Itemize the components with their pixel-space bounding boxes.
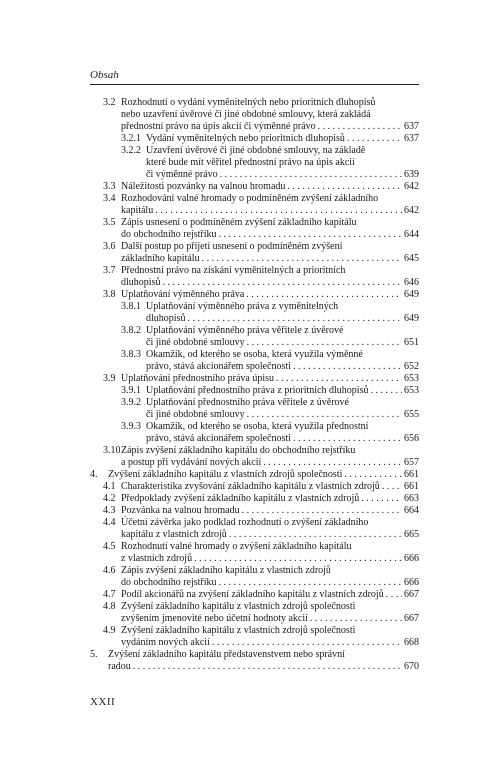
toc-entry-line [121,229,419,241]
toc-entry-body [108,469,419,481]
toc-entry-line [121,193,419,205]
page-number: XXII [90,696,116,708]
toc-entry-body [121,493,419,505]
toc-entry-page: 661 [404,469,419,480]
toc-entry-line [121,541,419,553]
toc-entry-title: základního kapitálu [121,253,200,264]
toc-entry-line [121,517,419,529]
toc-entry-title: právo, stává akcionářem společnosti [146,433,291,444]
toc-entry-title: či jiné obdobné smlouvy [146,409,245,420]
dot-leader [133,661,402,673]
dot-leader [220,169,402,181]
dot-leader [219,229,402,241]
toc-entry-number: 4.8 [103,601,116,612]
toc-entry-title: do obchodního rejstříku [121,229,217,240]
toc-entry-page: 642 [404,205,419,216]
toc-entry-number: 3.3 [103,181,116,192]
toc-entry-line [121,613,419,625]
toc-entry-body [146,421,419,445]
toc-entry-body [121,181,419,193]
toc-entry [90,241,419,265]
toc-entry [90,349,419,373]
toc-entry-body [121,589,419,601]
toc-entry-line [121,265,419,277]
toc-entry-line [121,481,419,493]
dot-leader [162,277,402,289]
dot-leader [194,553,402,565]
toc-entry-title: Okamžik, od kterého se osoba, která využila výměnné [146,349,363,360]
toc-entry-line [146,397,419,409]
toc-entry-line [146,385,419,397]
dot-leader [347,133,402,145]
toc-entry-title: a postup při vydávání nových akcií [121,457,262,468]
toc-entry-number: 4.3 [103,505,116,516]
toc-entry [90,565,419,589]
toc-entry-line [121,529,419,541]
toc-entry-line [121,253,419,265]
toc-entry [90,493,419,505]
toc-entry [90,445,419,469]
toc-entry [90,193,419,217]
toc-entry-page: 655 [404,409,419,420]
toc-entry-title: Účetní závěrka jako podklad rozhodnutí o zvýšení základního [121,517,369,528]
toc-entry-page: 644 [404,229,419,240]
toc-entry-page: 664 [404,505,419,516]
toc-entry-line [121,505,419,517]
toc-entry-title: Uzavření úvěrové či jiné obdobné smlouvy, na základě [146,145,366,156]
toc-entry-body [121,193,419,217]
toc-entry-line [146,313,419,325]
toc-entry-title: Uplatňování výměnného práva věřitele z úvěrové [146,325,344,336]
dot-leader [293,433,402,445]
dot-leader [310,613,402,625]
toc-entry-title: dluhopisů [146,313,186,324]
toc-entry-line [121,109,419,121]
toc-entry-page: 639 [404,169,419,180]
toc-entry-number: 3.2 [103,97,116,108]
toc-entry-page: 670 [404,661,419,672]
toc-entry [90,397,419,421]
toc-entry-title: dluhopisů [121,277,161,288]
dot-leader [276,373,402,385]
toc-entry [90,649,419,673]
dot-leader [212,637,402,649]
dot-leader [293,361,402,373]
toc-entry-title: Zápis zvýšení základního kapitálu z vlastních zdrojů [121,565,331,576]
toc-entry-body [146,349,419,373]
dot-leader [247,337,402,349]
toc-entry-page: 649 [404,289,419,300]
toc-entry-title: Uplatňování přednostního práva úpisu [121,373,275,384]
toc-entry-line [121,277,419,289]
toc-entry-line [146,325,419,337]
dot-leader [382,481,402,493]
toc-entry-line [121,205,419,217]
toc-entry-number: 3.2.1 [121,133,141,144]
toc-entry-body [121,565,419,589]
toc-entry-line [121,493,419,505]
toc-entry-body [146,133,419,145]
toc-entry-body [121,373,419,385]
toc-entry-number: 4.5 [103,541,116,552]
toc-entry-body [146,325,419,349]
toc-entry-title: kapitálu [121,205,154,216]
toc-entry-number: 3.9 [103,373,116,384]
toc-entry-body [146,301,419,325]
toc-entry-title: Zvýšení základního kapitálu představenstvem nebo správní [108,649,345,660]
toc-entry-number: 3.7 [103,265,116,276]
toc-entry-title: které bude mít věřitel přednostní právo na úpis akcií [146,157,355,168]
toc-entry-line [146,169,419,181]
toc-entry [90,385,419,397]
toc-entry-line [146,421,419,433]
toc-entry-line [146,361,419,373]
toc-entry-title: Vydání vyměnitelných nebo prioritních dluhopisů [146,133,345,144]
toc-entry-number: 3.8.2 [121,325,141,336]
toc-entry-page: 642 [404,181,419,192]
toc-entry-number: 4. [90,469,98,480]
dot-leader [219,577,402,589]
toc-entry-title: Pozvánka na valnou hromadu [121,505,240,516]
toc-entry [90,505,419,517]
toc-entry-body [121,97,419,133]
toc-entry-title: přednostní právo na úpis akcií či výměnné právo [121,121,316,132]
toc-entry-line [108,661,419,673]
dot-leader [229,529,402,541]
toc-entry-title: Uplatňování přednostního práva věřitele z úvěrové [146,397,349,408]
toc-entry-title: radou [108,661,131,672]
toc-entry-line [146,157,419,169]
toc-entry-page: 637 [404,133,419,144]
toc-entry-line [146,349,419,361]
toc-entry-page: 645 [404,253,419,264]
toc-entry-body [146,397,419,421]
header-rule [90,84,419,85]
toc-entry-body [121,541,419,565]
toc-entry-number: 3.5 [103,217,116,228]
dot-leader [155,205,402,217]
toc-entry-number: 3.8.1 [121,301,141,312]
toc-entry-title: vydáním nových akcií [121,637,210,648]
toc-entry-line [121,457,419,469]
toc-entry-title: Přednostní právo na získání vyměnitelných a prioritních [121,265,346,276]
toc-entry-page: 667 [404,613,419,624]
toc-entry-page: 649 [404,313,419,324]
toc-entry-title: zvýšením jmenovité nebo účetní hodnoty akcií [121,613,308,624]
toc-entry-line [146,133,419,145]
toc-entry-number: 3.10 [103,445,121,456]
toc-entry-number: 4.2 [103,493,116,504]
toc-entry [90,517,419,541]
toc-entry-title: nebo uzavření úvěrové či jiné obdobné smlouvy, která zakládá [121,109,371,120]
toc-entry-title: Uplatňování výměnného práva [121,289,245,300]
toc-entry-number: 3.2.2 [121,145,141,156]
toc-entry-number: 3.8.3 [121,349,141,360]
toc-entry-line [121,589,419,601]
toc-entry-line [121,241,419,253]
toc-entry-body [146,385,419,397]
dot-leader [187,313,402,325]
toc-entry-body [121,505,419,517]
toc-entry-page: 668 [404,637,419,648]
toc-entry [90,625,419,649]
dot-leader [247,409,402,421]
toc-entry-line [121,577,419,589]
toc-entry-title: Uplatňování výměnného práva z vyměnitelných [146,301,339,312]
toc-entry-line [121,97,419,109]
dot-leader [361,493,402,505]
toc-entry-line [108,469,419,481]
toc-entry-title: do obchodního rejstříku [121,577,217,588]
toc-entry-page: 656 [404,433,419,444]
toc-entry-number: 3.4 [103,193,116,204]
toc-entry-title: Rozhodnutí o vydání vyměnitelných nebo prioritních dluhopisů [121,97,376,108]
toc-entry-line [121,121,419,133]
toc-entry-number: 4.1 [103,481,116,492]
toc-entry [90,325,419,349]
toc-entry-title: Předpoklady zvýšení základního kapitálu z vlastních zdrojů [121,493,360,504]
toc-entry-line [121,601,419,613]
toc-entry-body [121,289,419,301]
dot-leader [370,385,402,397]
toc-entry-number: 4.7 [103,589,116,600]
toc-entry-page: 653 [404,385,419,396]
toc-entry-page: 653 [404,373,419,384]
toc-entry-title: z vlastních zdrojů [121,553,193,564]
toc-entry-number: 4.4 [103,517,116,528]
toc-entry [90,541,419,565]
toc-entry [90,481,419,493]
toc-entry-title: kapitálu z vlastních zdrojů [121,529,227,540]
dot-leader [386,589,402,601]
toc-entry-line [108,649,419,661]
dot-leader [263,457,402,469]
toc-entry-line [146,145,419,157]
toc-entry-number: 3.6 [103,241,116,252]
toc-entry-body [121,517,419,541]
toc-entry-number: 3.9.3 [121,421,141,432]
toc-entry-body [121,601,419,625]
toc-entry-title: Uplatňování přednostního práva z prioritních dluhopisů [146,385,369,396]
toc-entry-title: či jiné obdobné smlouvy [146,337,245,348]
dot-leader [202,253,402,265]
toc-entry-title: Zvýšení základního kapitálu z vlastních zdrojů společnosti [121,601,356,612]
toc-entry-title: Rozhodování valné hromady o podmíněném zvýšení základního [121,193,379,204]
dot-leader [287,181,402,193]
toc-entry-title: Zvýšení základního kapitálu z vlastních zdrojů společnosti [108,469,343,480]
toc-entry-page: 652 [404,361,419,372]
toc-entry-body [121,445,419,469]
toc-entry-line [121,445,419,457]
toc-entry-number: 3.9.2 [121,397,141,408]
toc-entry-page: 646 [404,277,419,288]
toc-entry-body [121,241,419,265]
toc-entry-title: Rozhodnutí valné hromady o zvýšení základního kapitálu [121,541,352,552]
dot-leader [246,289,402,301]
toc-entry-line [146,433,419,445]
toc-entry-title: Zápis zvýšení základního kapitálu do obchodního rejstříku [121,445,356,456]
toc-entry-title: Podíl akcionářů na zvýšení základního kapitálu z vlastních zdrojů [121,589,384,600]
toc-entry-line [121,625,419,637]
toc-entry-body [121,481,419,493]
toc-entry [90,181,419,193]
toc-entry [90,589,419,601]
toc-entry-number: 4.6 [103,565,116,576]
toc-entry-page: 663 [404,493,419,504]
dot-leader [242,505,402,517]
toc-entry-body [121,265,419,289]
toc-entry-title: či výměnné právo [146,169,218,180]
toc-entry-title: Zápis usnesení o podmíněném zvýšení základního kapitálu [121,217,357,228]
toc-entry-line [121,217,419,229]
toc-entry-number: 5. [90,649,98,660]
toc-entry [90,265,419,289]
toc-entry-line [121,181,419,193]
table-of-contents [90,97,419,673]
toc-entry-line [146,409,419,421]
toc-entry-line [121,289,419,301]
toc-entry-page: 666 [404,553,419,564]
toc-entry-body [146,145,419,181]
dot-leader [344,469,402,481]
toc-entry [90,217,419,241]
toc-entry-line [121,637,419,649]
toc-entry-line [121,565,419,577]
toc-entry-title: Další postup po přijetí usnesení o podmíněném zvýšení [121,241,343,252]
toc-entry-number: 3.9.1 [121,385,141,396]
toc-entry [90,373,419,385]
toc-entry-page: 661 [404,481,419,492]
toc-entry-line [121,553,419,565]
dot-leader [318,121,402,133]
toc-entry-page: 665 [404,529,419,540]
toc-entry [90,601,419,625]
running-header: Obsah [90,69,119,81]
toc-entry-body [108,649,419,673]
toc-entry-number: 4.9 [103,625,116,636]
toc-entry-line [146,337,419,349]
toc-entry-line [121,373,419,385]
toc-entry-number: 3.8 [103,289,116,300]
toc-entry-body [121,625,419,649]
toc-entry-line [146,301,419,313]
toc-entry-page: 666 [404,577,419,588]
toc-entry [90,301,419,325]
toc-entry [90,97,419,133]
toc-entry-page: 651 [404,337,419,348]
toc-entry [90,145,419,181]
toc-entry-title: právo, stává akcionářem společnosti [146,361,291,372]
toc-entry-title: Zvýšení základního kapitálu z vlastních zdrojů společnosti [121,625,356,636]
toc-entry-title: Okamžik, od kterého se osoba, která využila přednostní [146,421,369,432]
toc-entry [90,469,419,481]
toc-entry-title: Charakteristika zvyšování základního kapitálu z vlastních zdrojů [121,481,380,492]
toc-entry-title: Náležitosti pozvánky na valnou hromadu [121,181,286,192]
toc-entry [90,133,419,145]
toc-entry [90,289,419,301]
toc-entry-page: 637 [404,121,419,132]
toc-entry-page: 667 [404,589,419,600]
toc-entry-body [121,217,419,241]
toc-entry [90,421,419,445]
toc-entry-page: 657 [404,457,419,468]
